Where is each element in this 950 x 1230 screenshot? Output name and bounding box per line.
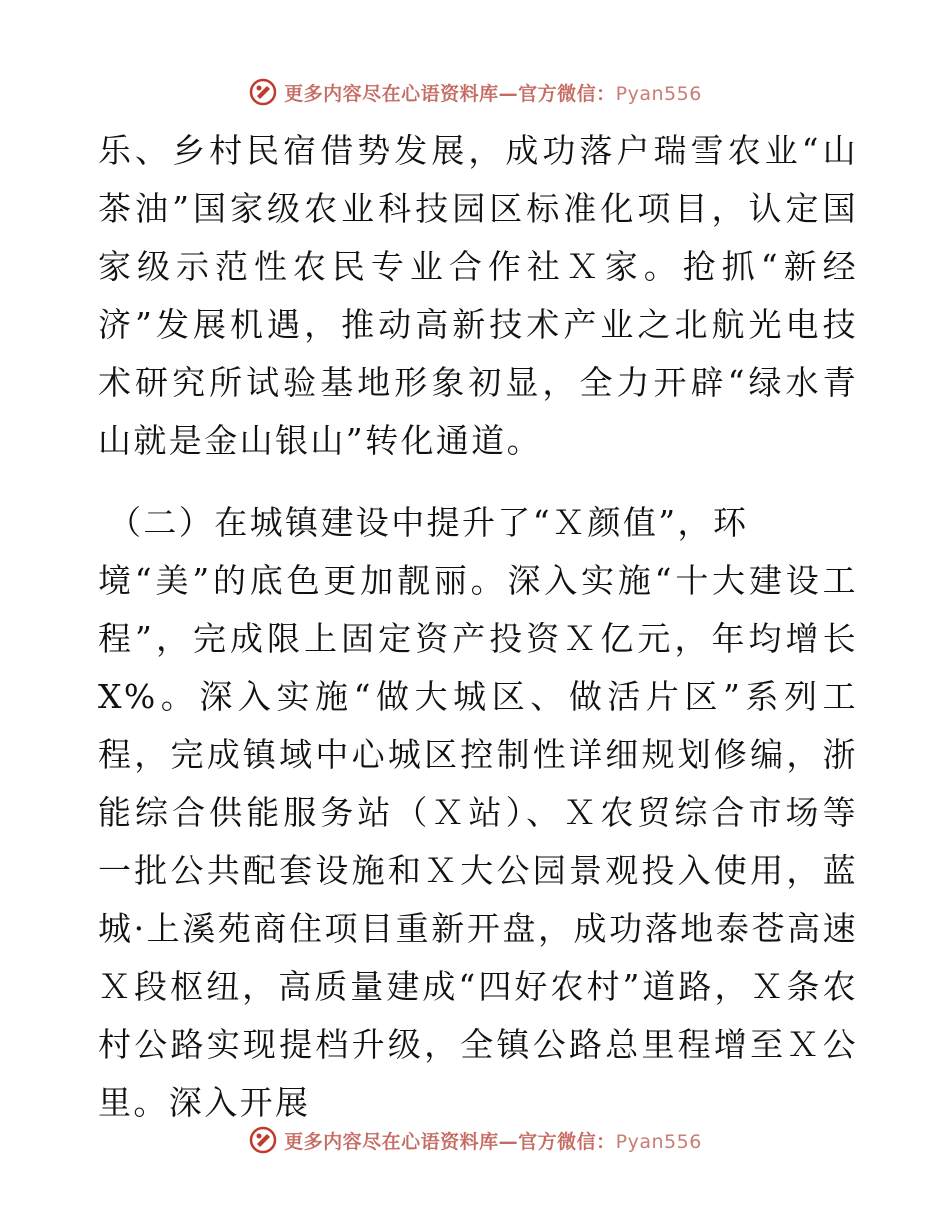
paragraph-section-2: 境“美”的底色更加靓丽。深入实施“十大建设工程”，完成限上固定资产投资Ｘ亿元，年均增长X%。深入实施“做大城区、做活片区”系列工程，完成镇域中心城区控制性详细规划修编，浙能综合供能服务站（Ｘ站）、Ｘ农贸综合市场等一批公共配套设施和Ｘ大公园景观投入使用，蓝城·上溪苑商住项目重新开盘，成功落地泰苍高速Ｘ段枢纽，高质量建成“四好农村”道路，Ｘ条农村公路实现提档升级，全镇公路总里程增至Ｘ公里。深入开展 — [98, 561, 858, 1122]
watermark-logo-icon — [248, 77, 278, 107]
watermark-cn-text: 更多内容尽在心语资料库—官方微信： — [284, 82, 616, 105]
document-body — [98, 122, 858, 1132]
watermark-cn-text: 更多内容尽在心语资料库—官方微信： — [284, 1130, 616, 1153]
watermark-text — [284, 1127, 702, 1154]
paragraph-continued: 乐、乡村民宿借势发展，成功落户瑞雪农业“山茶油”国家级农业科技园区标准化项目，认定国家级示范性农民专业合作社Ｘ家。抢抓“新经济”发展机遇，推动高新技术产业之北航光电技术研究所试验基地形象初显，全力开辟“绿水青山就是金山银山”转化通道。 — [98, 131, 858, 460]
watermark-wechat-id: Pyan556 — [615, 82, 702, 105]
watermark-footer — [0, 1120, 950, 1160]
watermark-wechat-id: Pyan556 — [615, 1130, 702, 1153]
section-heading-2: （二）在城镇建设中提升了“Ｘ颜值”，环 — [108, 503, 749, 542]
watermark-header — [0, 72, 950, 112]
watermark-text — [284, 79, 702, 106]
watermark-logo-icon — [248, 1125, 278, 1155]
